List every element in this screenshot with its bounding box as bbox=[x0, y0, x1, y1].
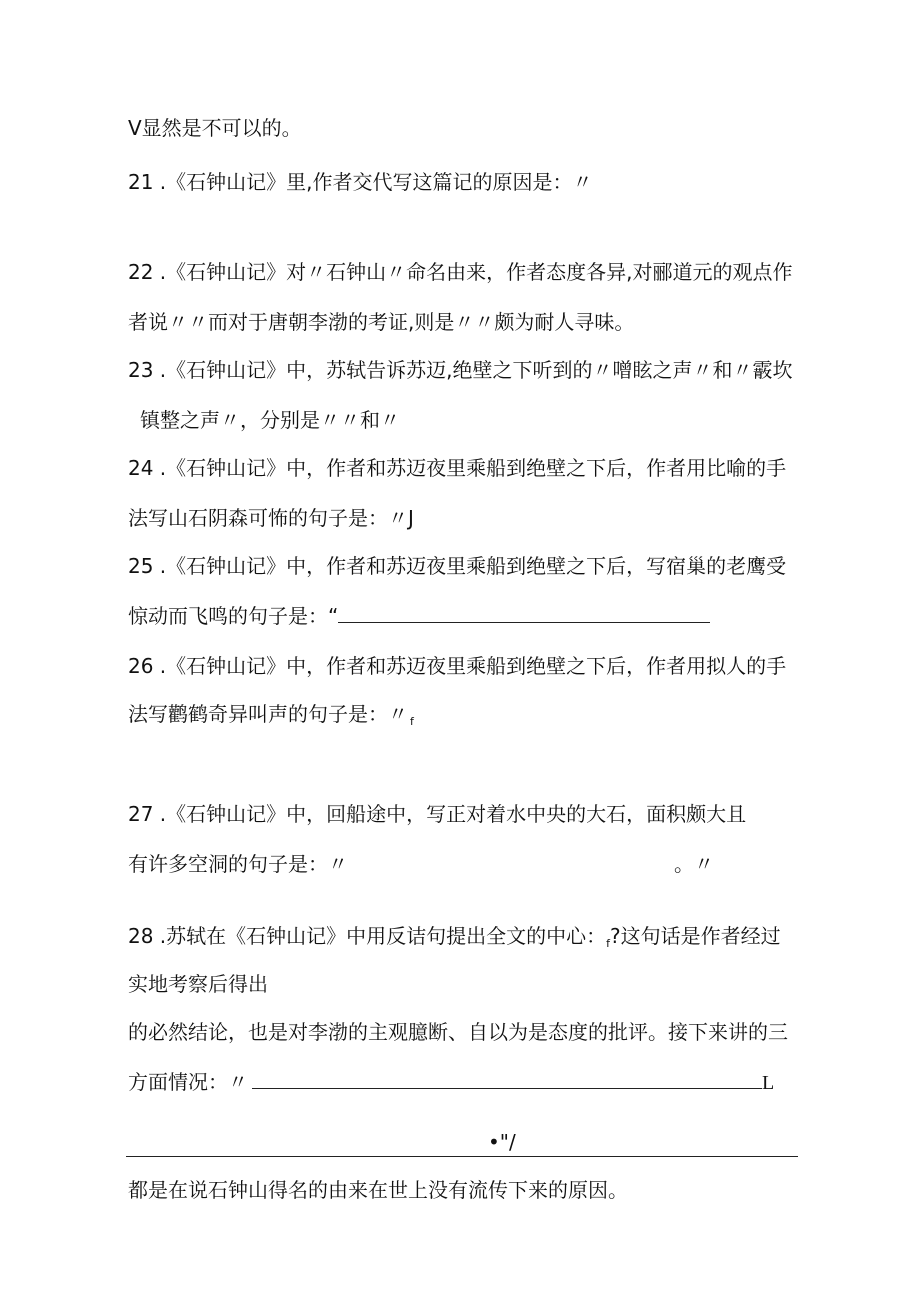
question-25-line-1: 25 .《石钟山记》中，作者和苏迈夜里乘船到绝壁之下后，写宿巢的老鹰受 bbox=[128, 554, 787, 578]
question-27-line-1: 27 .《石钟山记》中，回船途中，写正对着水中央的大石，面积颇大且 bbox=[128, 802, 747, 826]
question-21: 21 .《石钟山记》里,作者交代写这篇记的原因是：〃 bbox=[128, 170, 593, 194]
question-26-text: 法写鹳鹤奇异叫声的句子是：〃 bbox=[128, 702, 408, 726]
question-28-line-2: 实地考察后得出 bbox=[128, 972, 268, 996]
question-22-line-1: 22 .《石钟山记》对〃石钟山〃命名由来，作者态度各异,对郦道元的观点作 bbox=[128, 260, 793, 284]
answer-line bbox=[126, 1156, 798, 1157]
question-28-text-rest: ?这句话是作者经过 bbox=[610, 924, 781, 948]
question-27-text: 有许多空洞的句子是：〃 bbox=[128, 852, 348, 876]
question-28-line-6: 都是在说石钟山得名的由来在世上没有流传下来的原因。 bbox=[128, 1178, 628, 1202]
answer-blank bbox=[338, 602, 710, 623]
question-23-line-2: 镇整之声〃，分别是〃〃和〃 bbox=[140, 408, 400, 432]
question-28-line-5: •"/ bbox=[488, 1130, 516, 1154]
question-26-line-2 bbox=[128, 700, 414, 736]
question-24-line-2: 法写山石阴森可怖的句子是：〃J bbox=[128, 506, 414, 530]
question-28-prompt: 方面情况：〃 bbox=[128, 1070, 248, 1094]
question-26-mark: f bbox=[410, 715, 414, 728]
question-25-line-2 bbox=[128, 602, 710, 630]
question-24-line-1: 24 .《石钟山记》中，作者和苏迈夜里乘船到绝壁之下后，作者用比喻的手 bbox=[128, 456, 787, 480]
answer-blank bbox=[252, 1068, 762, 1089]
question-25-text: 惊动而飞鸣的句子是：“ bbox=[128, 604, 339, 628]
question-28-text: 28 .苏轼在《石钟山记》中用反诘句提出全文的中心： bbox=[128, 924, 607, 948]
question-27-line-2 bbox=[128, 850, 714, 878]
question-22-line-2: 者说〃〃而对于唐朝李渤的考证,则是〃〃颇为耐人寻味。 bbox=[128, 310, 635, 334]
question-28-line-3: 的必然结论，也是对李渤的主观臆断、自以为是态度的批评。接下来讲的三 bbox=[128, 1020, 788, 1044]
question-23-line-1: 23 .《石钟山记》中，苏轼告诉苏迈,绝壁之下听到的〃噌眩之声〃和〃霰坎 bbox=[128, 358, 793, 382]
question-26-line-1: 26 .《石钟山记》中，作者和苏迈夜里乘船到绝壁之下后，作者用拟人的手 bbox=[128, 654, 787, 678]
question-28-end: L bbox=[762, 1072, 775, 1094]
question-28-line-4 bbox=[128, 1068, 774, 1097]
question-27-end: 。〃 bbox=[674, 852, 714, 876]
question-28-mark: f bbox=[606, 937, 611, 950]
question-28-line-1 bbox=[128, 922, 781, 958]
text-line: V显然是不可以的。 bbox=[128, 116, 302, 140]
